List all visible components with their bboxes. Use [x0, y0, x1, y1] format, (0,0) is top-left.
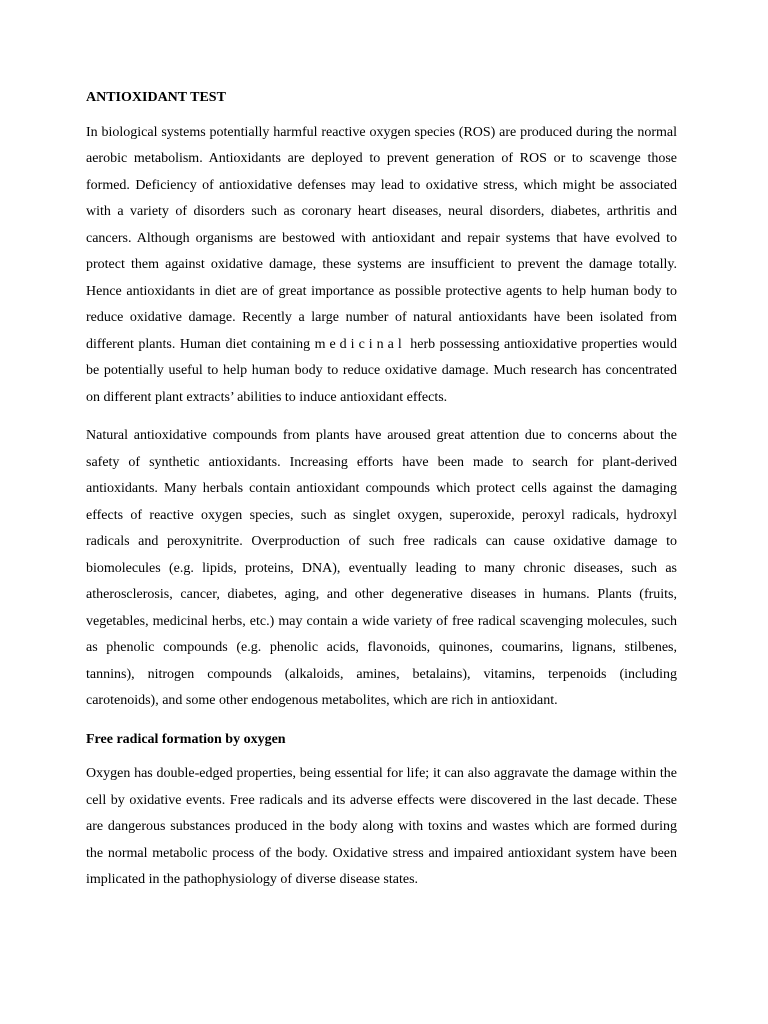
paragraph-intro-before: In biological systems potentially harmful reactive oxygen species (ROS) are produced during the normal aerobic metabolism. Antioxidants are deployed to prevent generation of ROS or to scavenge those formed. Deficiency of antioxidative defenses may lead to oxidative stress, which might be associated with a variety of disorders such as coronary heart diseases, neural disorders, diabetes, arthritis and cancers. Although organisms are bestowed with antioxidant and repair systems that have evolved to protect them against oxidative damage, these systems are insufficient to prevent the damage totally. Hence antioxidants in diet are of great importance as possible protective agents to help human body to reduce oxidative damage. Recently a large number of natural antioxidants have been isolated from different plants. Human diet containing	[86, 124, 677, 352]
paragraph-intro-after: herb possessing antioxidative properties would be potentially useful to help human body to reduce oxidative damage. Much research has concentrated on different plant extracts’ abilities to induce antioxidant effects.	[86, 336, 678, 405]
paragraph-oxygen: Oxygen has double-edged properties, being essential for life; it can also aggravate the damage within the cell by oxidative events. Free radicals and its adverse effects were discovered in the last decade. These are dangerous substances produced in the body along with toxins and wastes which are formed during the normal metabolic process of the body. Oxidative stress and impaired antioxidant system have been implicated in the pathophysiology of diverse disease states.	[86, 766, 677, 887]
document-page	[86, 85, 677, 906]
section-heading: Free radical formation by oxygen	[86, 731, 286, 747]
spaced-word-medicinal: medicinal	[314, 336, 406, 352]
paragraph-intro	[86, 120, 677, 412]
paragraph-natural-antioxidants: Natural antioxidative compounds from plants have aroused great attention due to concerns about the safety of synthetic antioxidants. Increasing efforts have been made to search for plant-derived antioxidants. Many herbals contain antioxidant compounds which protect cells against the damaging effects of reactive oxygen species, such as singlet oxygen, superoxide, peroxyl radicals, hydroxyl radicals and peroxynitrite. Overproduction of such free radicals can cause oxidative damage to biomolecules (e.g. lipids, proteins, DNA), eventually leading to many chronic diseases, such as atherosclerosis, cancer, diabetes, aging, and other degenerative diseases in humans. Plants (fruits, vegetables, medicinal herbs, etc.) may contain a wide variety of free radical scavenging molecules, such as phenolic compounds (e.g. phenolic acids, flavonoids, quinones, coumarins, lignans, stilbenes, tannins), nitrogen compounds (alkaloids, amines, betalains), vitamins, terpenoids (including carotenoids), and some other endogenous metabolites, which are rich in antioxidant.	[86, 428, 677, 708]
document-title: ANTIOXIDANT TEST	[86, 90, 226, 105]
